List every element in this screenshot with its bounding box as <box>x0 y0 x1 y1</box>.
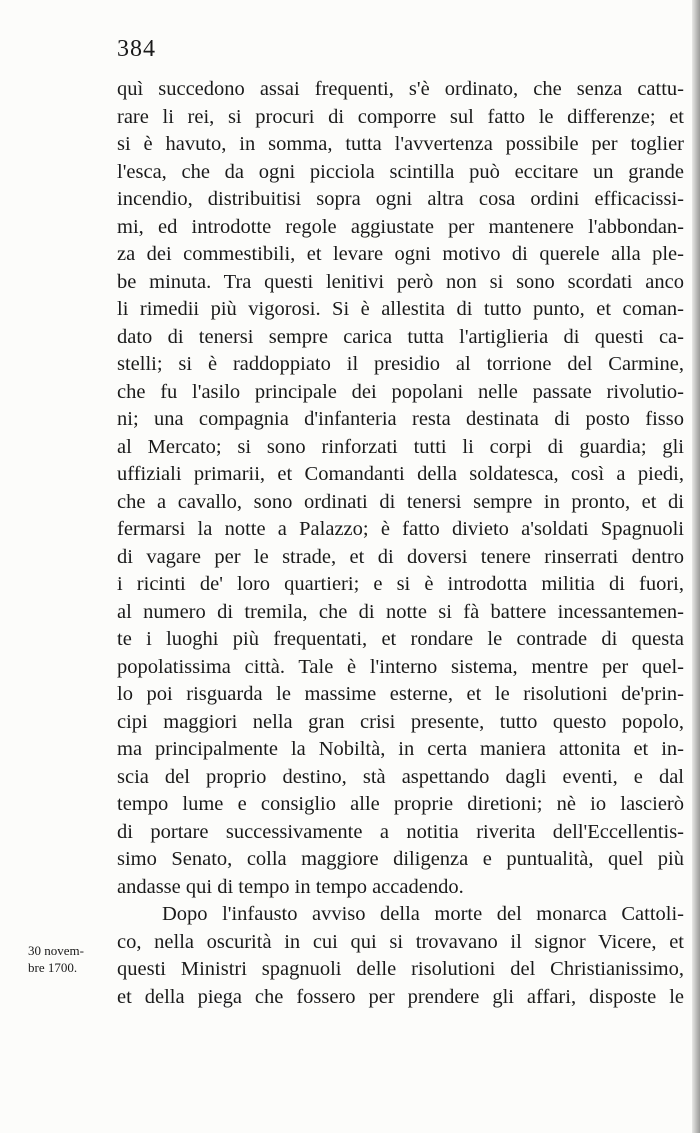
text-line: al numero di tremila, che di notte si fà battere incessantemen- <box>117 600 684 623</box>
page-edge-shadow <box>692 0 700 1133</box>
text-line: co, nella oscurità in cui qui si trovavano il signor Vicere, et <box>117 930 684 953</box>
page-number: 384 <box>117 36 156 62</box>
text-line: ma principalmente la Nobiltà, in certa maniera attonita et in- <box>117 738 684 760</box>
text-line: quì succedono assai frequenti, s'è ordinato, che senza cattu- <box>117 78 684 100</box>
text-line: di vagare per le strade, et di doversi tenere rinserrati dentro <box>117 545 684 568</box>
text-line: l'esca, che da ogni picciola scintilla può eccitare un grande <box>117 160 684 183</box>
text-line: al Mercato; si sono rinforzati tutti li corpi di guardia; gli <box>117 435 684 458</box>
text-line: dato di tenersi sempre carica tutta l'artiglieria di questi ca- <box>117 325 684 348</box>
text-line: cipi maggiori nella gran crisi presente, tutto questo popolo, <box>117 710 684 733</box>
text-line: popolatissima città. Tale è l'interno sistema, mentre per quel- <box>117 655 684 678</box>
text-line: za dei commestibili, et levare ogni motivo di querele alla ple- <box>117 243 684 265</box>
text-line: i ricinti de' loro quartieri; e si è introdotta militia di fuori, <box>117 573 684 595</box>
text-line: uffiziali primarii, et Comandanti della soldatesca, così a piedi, <box>117 463 684 485</box>
text-line: Dopo l'infausto avviso della morte del monarca Cattoli- <box>162 903 684 925</box>
text-line: li rimedii più vigorosi. Si è allestita di tutto punto, et coman- <box>117 298 684 320</box>
text-line: questi Ministri spagnuoli delle risolutioni del Christianissimo, <box>117 958 684 980</box>
text-line: fermarsi la notte a Palazzo; è fatto divieto a'soldati Spagnuoli <box>117 518 684 540</box>
text-line: incendio, distribuitisi sopra ogni altra cosa ordini efficacissi- <box>117 188 684 210</box>
text-line: mi, ed introdotte regole aggiustate per mantenere l'abbondan- <box>117 215 684 238</box>
text-line: andasse qui di tempo in tempo accadendo. <box>117 875 464 898</box>
margin-note-line: bre 1700. <box>28 960 78 975</box>
text-line: ni; una compagnia d'infanteria resta destinata di posto fisso <box>117 408 684 430</box>
paragraph-2 <box>117 901 684 1011</box>
text-line: lo poi risguarda le massime esterne, et le risolutioni de'prin- <box>117 683 684 705</box>
text-line: scia del proprio destino, stà aspettando dagli eventi, e dal <box>117 765 684 788</box>
text-body <box>117 76 684 1011</box>
text-line: si è havuto, in somma, tutta l'avvertenza possibile per toglier <box>117 133 684 155</box>
text-line: tempo lume e consiglio alle proprie diretioni; nè io lascierò <box>117 793 684 815</box>
text-line: che a cavallo, sono ordinati di tenersi sempre in pronto, et di <box>117 490 684 513</box>
text-line: che fu l'asilo principale dei popolani nelle passate rivolutio- <box>117 380 684 403</box>
text-line: et della piega che fossero per prendere gli affari, disposte le <box>117 985 684 1008</box>
text-line: stelli; si è raddoppiato il presidio al torrione del Carmine, <box>117 353 684 375</box>
text-line: te i luoghi più frequentati, et rondare le contrade di questa <box>117 628 684 650</box>
text-line: simo Senato, colla maggiore diligenza e puntualità, quel più <box>117 848 684 870</box>
margin-date-note <box>28 942 113 976</box>
text-line: be minuta. Tra questi lenitivi però non si sono scordati anco <box>117 270 684 293</box>
text-line: di portare successivamente a notitia riverita dell'Eccellentis- <box>117 820 684 843</box>
paragraph-1 <box>117 76 684 901</box>
text-line: rare li rei, si procuri di comporre sul fatto le differenze; et <box>117 105 684 128</box>
margin-note-line: 30 novem- <box>28 943 84 958</box>
